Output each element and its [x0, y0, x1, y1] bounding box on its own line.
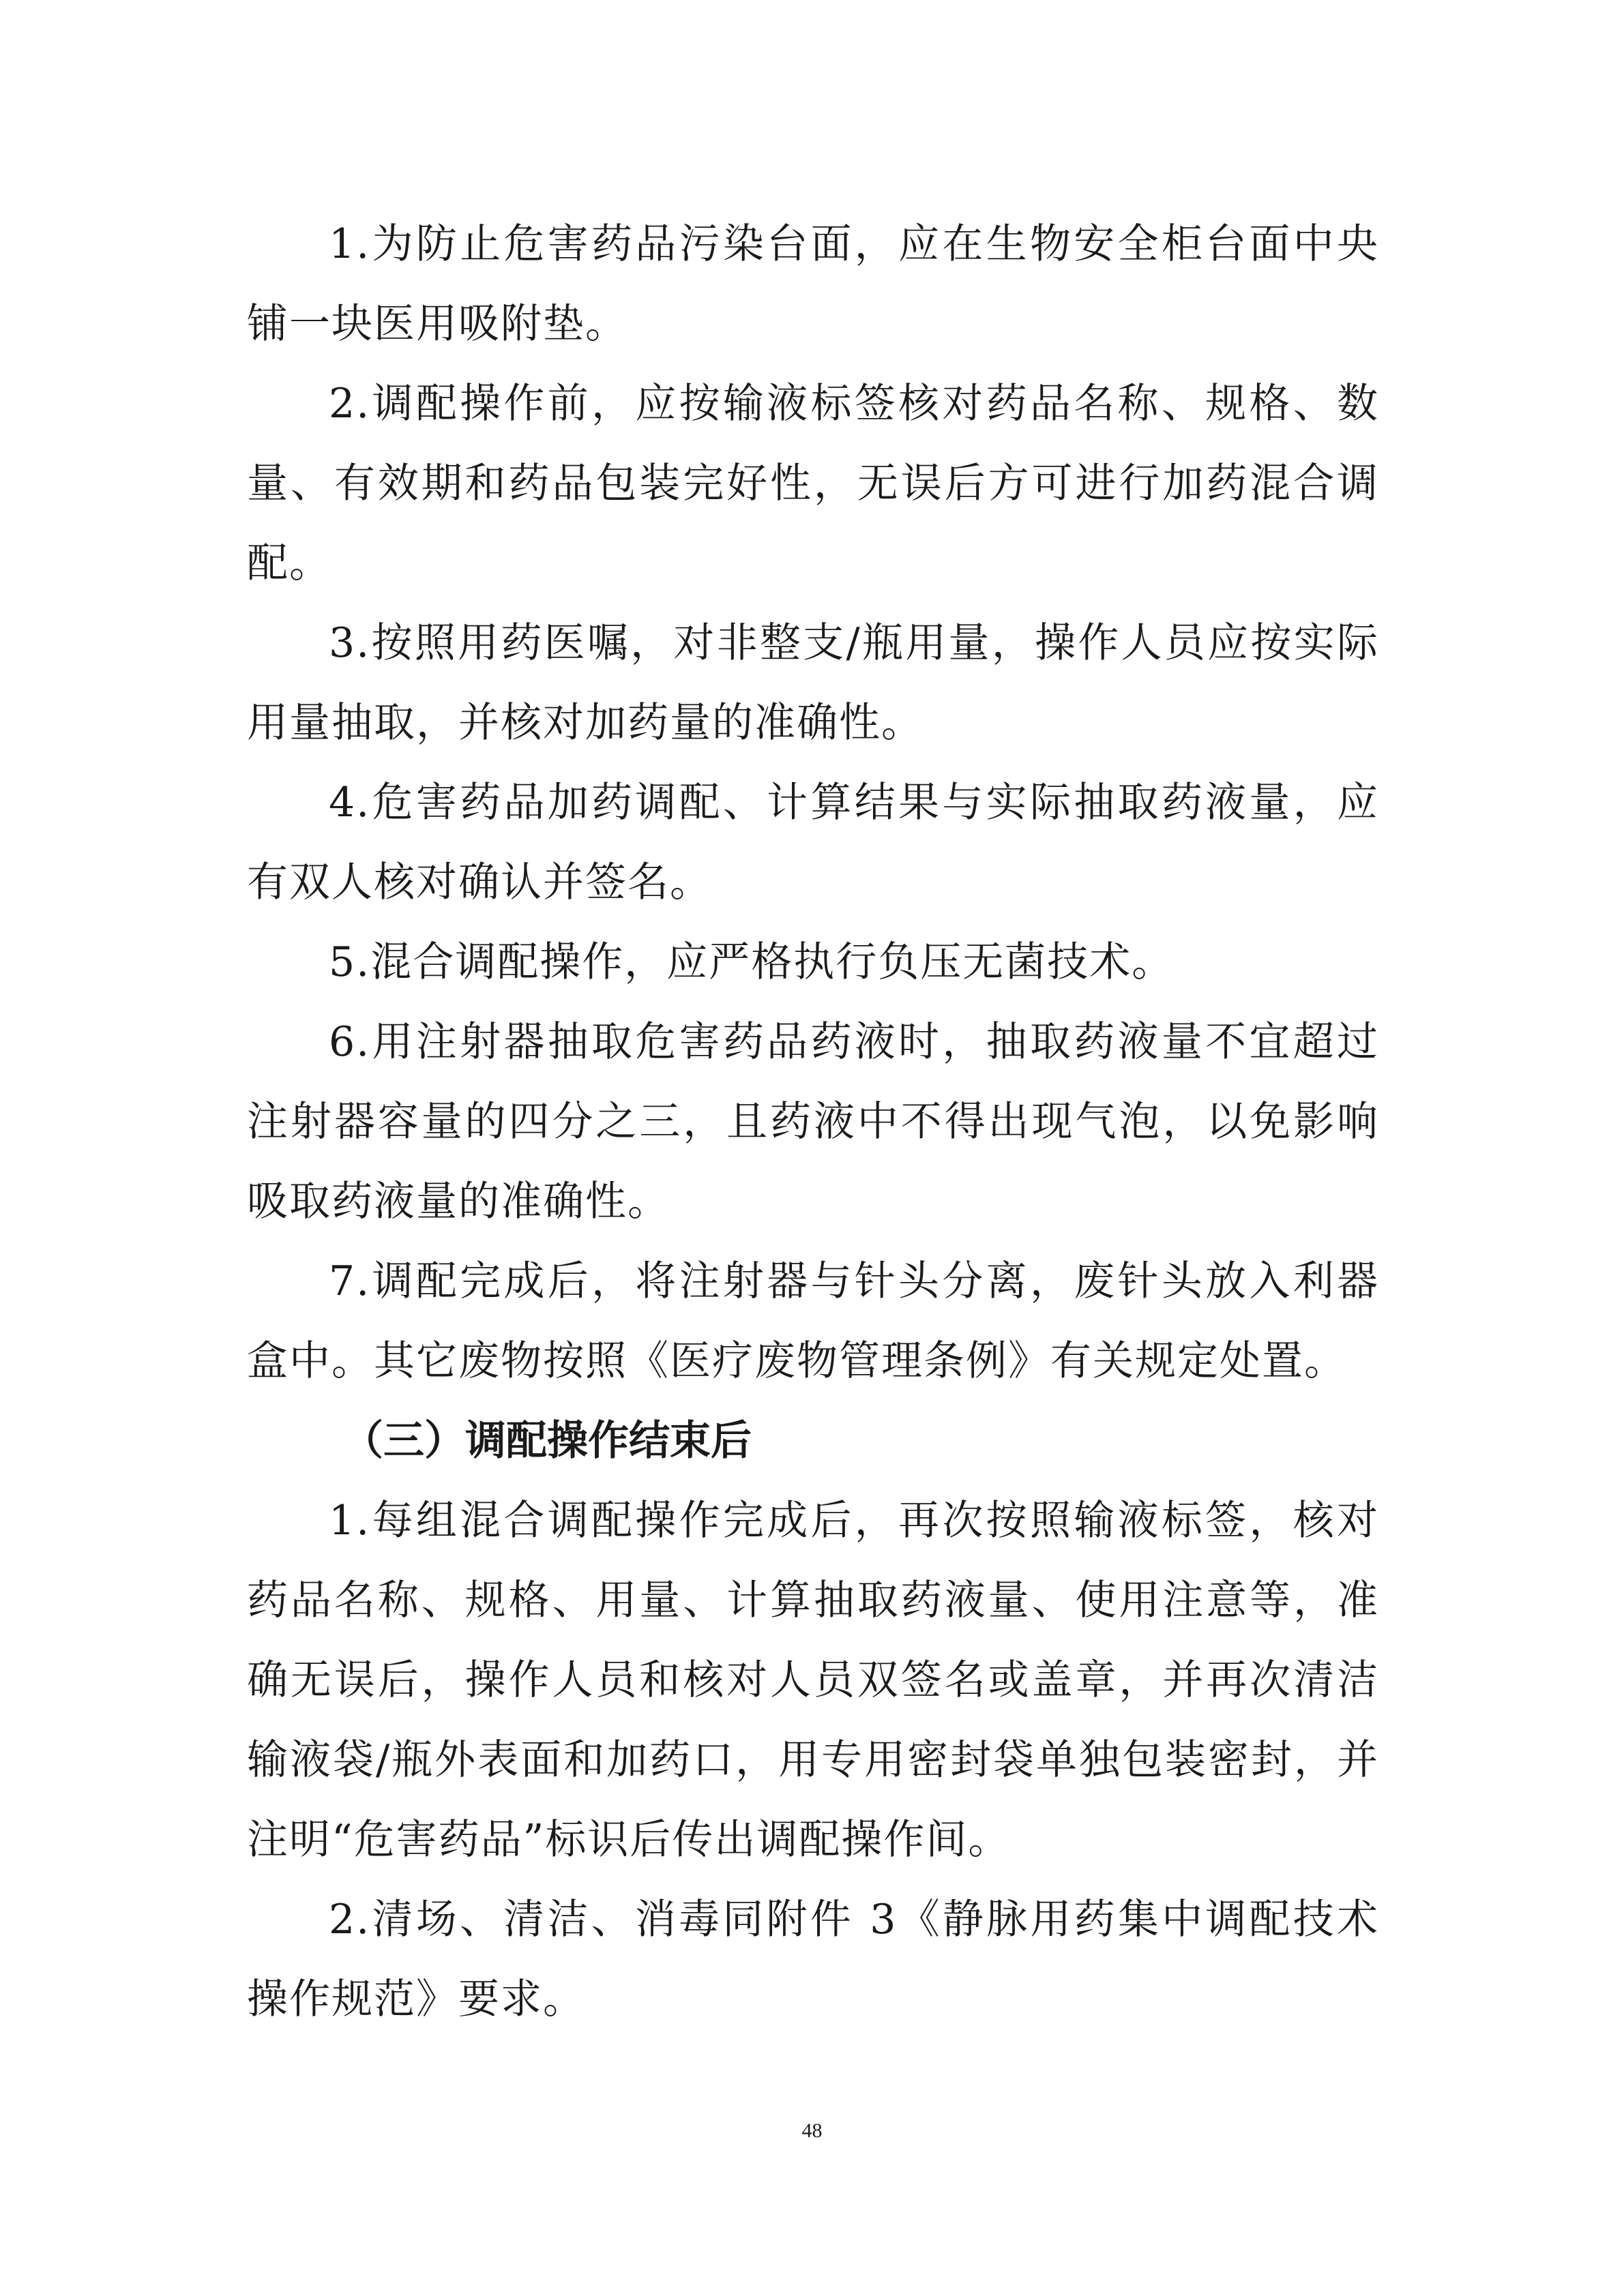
paragraph-item-2: 2.调配操作前，应按输液标签核对药品名称、规格、数量、有效期和药品包装完好性，无误后方可进行加药混合调配。	[247, 380, 1379, 587]
page-number: 48	[801, 2119, 823, 2142]
paragraph-after-2: 2.清场、清洁、消毒同附件 3《静脉用药集中调配技术操作规范》要求。	[247, 1896, 1379, 2023]
paragraph-item-3: 3.按照用药医嘱，对非整支/瓶用量，操作人员应按实际用量抽取，并核对加药量的准确性。	[247, 619, 1379, 747]
paragraph-item-6: 6.用注射器抽取危害药品药液时，抽取药液量不宜超过注射器容量的四分之三，且药液中不得出现气泡，以免影响吸取药液量的准确性。	[247, 1018, 1379, 1225]
paragraph-item-5: 5.混合调配操作，应严格执行负压无菌技术。	[329, 938, 1175, 986]
paragraph-item-1: 1.为防止危害药品污染台面，应在生物安全柜台面中央铺一块医用吸附垫。	[247, 220, 1379, 348]
section-heading: （三）调配操作结束后	[342, 1417, 752, 1465]
paragraph-item-4: 4.危害药品加药调配、计算结果与实际抽取药液量，应有双人核对确认并签名。	[247, 779, 1379, 906]
page-content	[247, 205, 1379, 2040]
paragraph-item-7: 7.调配完成后，将注射器与针头分离，废针头放入利器盒中。其它废物按照《医疗废物管理条例》有关规定处置。	[247, 1257, 1379, 1385]
paragraph-after-1: 1.每组混合调配操作完成后，再次按照输液标签，核对药品名称、规格、用量、计算抽取药液量、使用注意等，准确无误后，操作人员和核对人员双签名或盖章，并再次清洁输液袋/瓶外表面和加药口，用专用密封袋单独包装密封，并注明“危害药品”标识后传出调配操作间。	[247, 1497, 1379, 1864]
